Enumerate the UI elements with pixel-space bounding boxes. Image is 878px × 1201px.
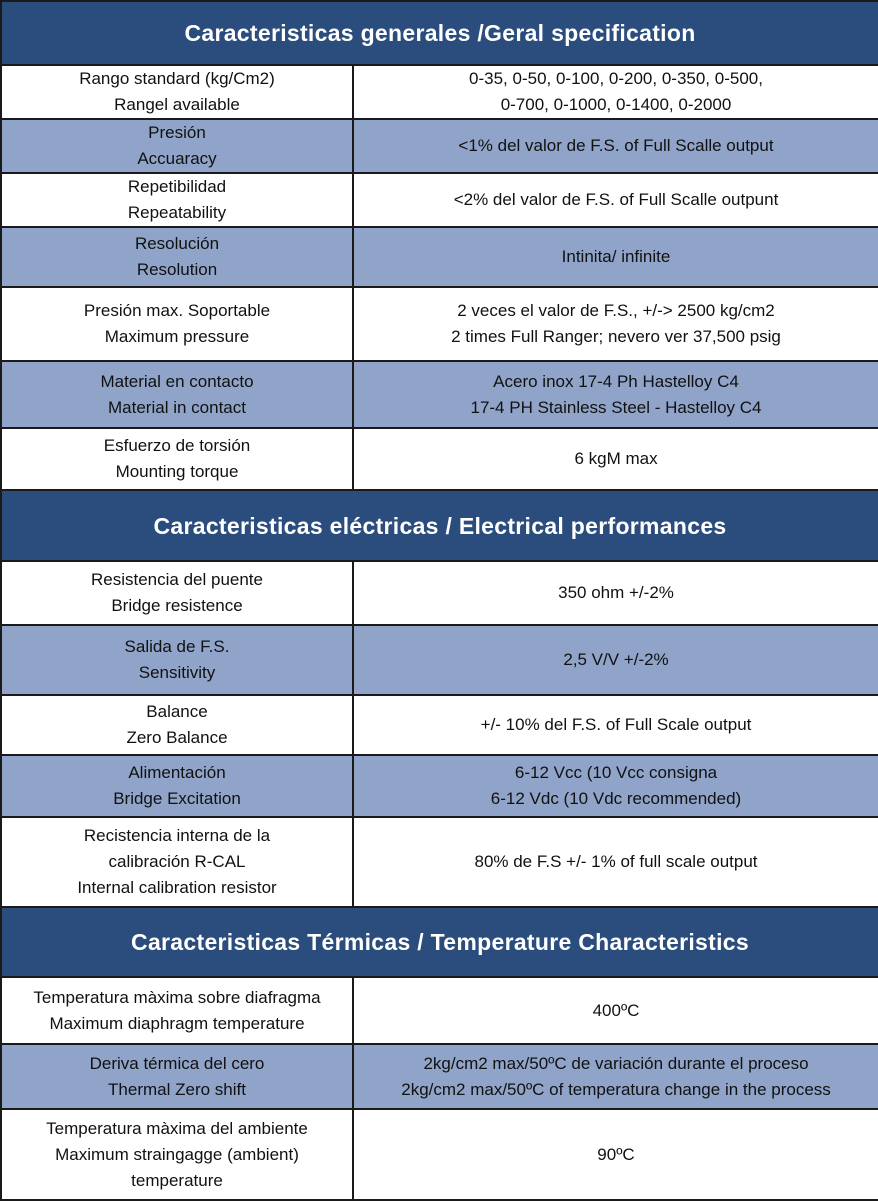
spec-value: <1% del valor de F.S. of Full Scalle output [353, 119, 878, 173]
spec-row-accuracy [1, 119, 878, 173]
spec-value: Intinita/ infinite [353, 227, 878, 287]
spec-value: 6-12 Vcc (10 Vcc consigna 6-12 Vdc (10 Vdc recommended) [353, 755, 878, 817]
spec-value: 6 kgM max [353, 428, 878, 490]
spec-label: Salida de F.S. Sensitivity [1, 625, 353, 695]
spec-value: 80% de F.S +/- 1% of full scale output [353, 817, 878, 907]
spec-row-calibration-resistor [1, 817, 878, 907]
spec-label: Presión max. Soportable Maximum pressure [1, 287, 353, 361]
spec-row-zero-balance [1, 695, 878, 755]
section-title: Caracteristicas Térmicas / Temperature Characteristics [1, 907, 878, 977]
spec-row-thermal-zero-shift [1, 1044, 878, 1109]
spec-row-sensitivity [1, 625, 878, 695]
spec-row-bridge-resistance [1, 561, 878, 625]
spec-label: Temperatura màxima del ambiente Maximum straingagge (ambient) temperature [1, 1109, 353, 1200]
spec-value: Acero inox 17-4 Ph Hastelloy C4 17-4 PH Stainless Steel - Hastelloy C4 [353, 361, 878, 428]
spec-label: Repetibilidad Repeatability [1, 173, 353, 227]
spec-value: +/- 10% del F.S. of Full Scale output [353, 695, 878, 755]
spec-label: Deriva térmica del cero Thermal Zero shift [1, 1044, 353, 1109]
section-title: Caracteristicas eléctricas / Electrical performances [1, 490, 878, 561]
spec-label: Temperatura màxima sobre diafragma Maximum diaphragm temperature [1, 977, 353, 1044]
spec-label: Resistencia del puente Bridge resistence [1, 561, 353, 625]
spec-row-mounting-torque [1, 428, 878, 490]
spec-value: <2% del valor de F.S. of Full Scalle outpunt [353, 173, 878, 227]
spec-row-maximum-pressure [1, 287, 878, 361]
spec-row-standard-range [1, 65, 878, 119]
spec-value: 2,5 V/V +/-2% [353, 625, 878, 695]
spec-label: Resolución Resolution [1, 227, 353, 287]
section-header-thermal [1, 907, 878, 977]
spec-label: Rango standard (kg/Cm2) Rangel available [1, 65, 353, 119]
spec-value: 90ºC [353, 1109, 878, 1200]
spec-row-resolution [1, 227, 878, 287]
spec-label: Presión Accuaracy [1, 119, 353, 173]
spec-value: 2kg/cm2 max/50ºC de variación durante el proceso 2kg/cm2 max/50ºC of temperatura change in the process [353, 1044, 878, 1109]
section-header-electrical [1, 490, 878, 561]
spec-label: Recistencia interna de la calibración R-CAL Internal calibration resistor [1, 817, 353, 907]
spec-label: Balance Zero Balance [1, 695, 353, 755]
spec-value: 0-35, 0-50, 0-100, 0-200, 0-350, 0-500, 0-700, 0-1000, 0-1400, 0-2000 [353, 65, 878, 119]
spec-value: 2 veces el valor de F.S., +/-> 2500 kg/cm2 2 times Full Ranger; nevero ver 37,500 psig [353, 287, 878, 361]
spec-row-bridge-excitation [1, 755, 878, 817]
section-title: Caracteristicas generales /Geral specification [1, 1, 878, 65]
spec-row-ambient-temperature [1, 1109, 878, 1200]
spec-row-material-in-contact [1, 361, 878, 428]
spec-row-diaphragm-temperature [1, 977, 878, 1044]
spec-label: Esfuerzo de torsión Mounting torque [1, 428, 353, 490]
spec-label: Material en contacto Material in contact [1, 361, 353, 428]
spec-value: 350 ohm +/-2% [353, 561, 878, 625]
spec-label: Alimentación Bridge Excitation [1, 755, 353, 817]
spec-value: 400ºC [353, 977, 878, 1044]
section-header-general [1, 1, 878, 65]
spec-row-repeatability [1, 173, 878, 227]
